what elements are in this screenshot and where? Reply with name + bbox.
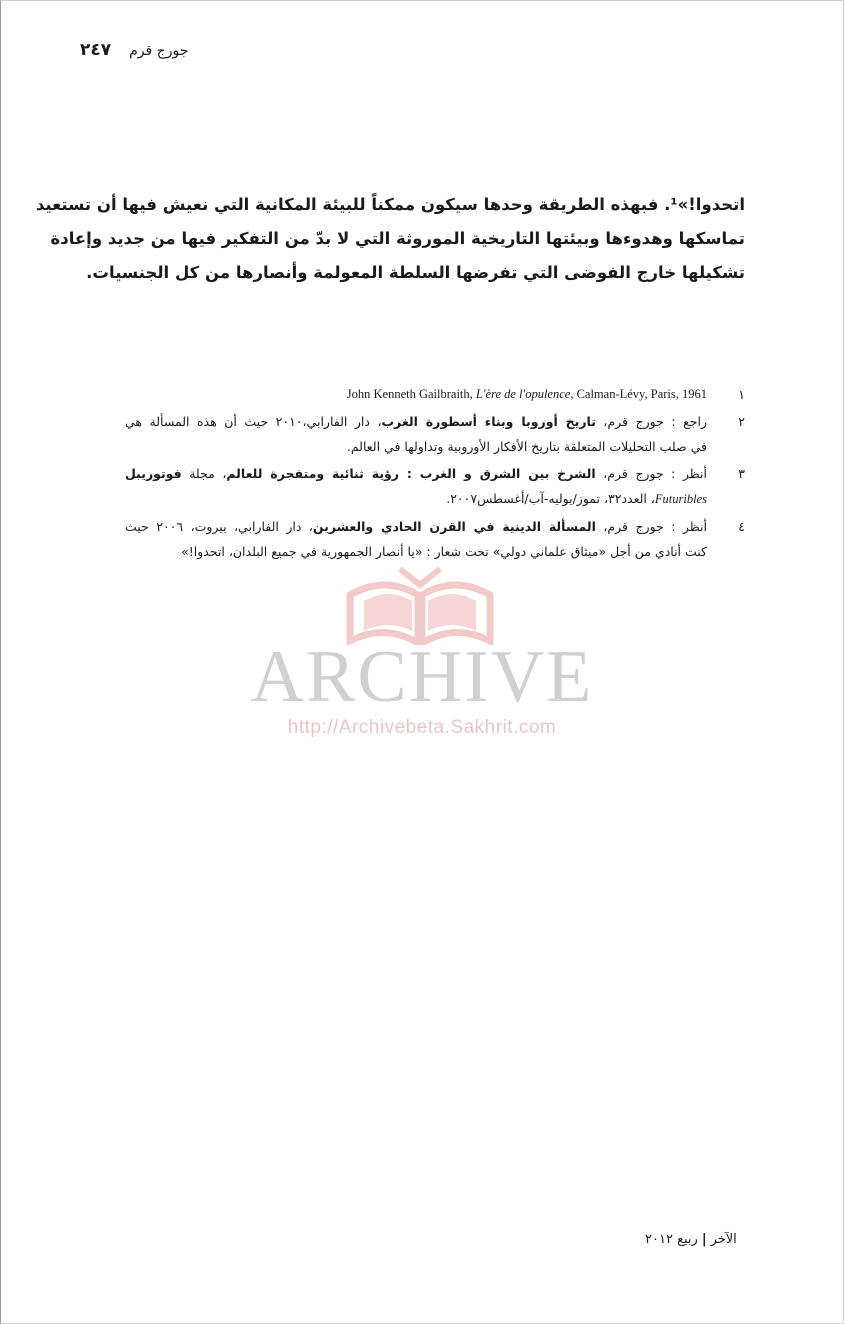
footnote-book-title: الشرخ بين الشرق و الغرب : رؤية ثنائية ومتفجرة للعالم	[226, 466, 596, 481]
footnote-journal-name: فوتوريبل	[125, 466, 182, 481]
footnote-book-title: L'ère de l'opulence	[475, 387, 571, 401]
footnote-author: John Kenneth Gailbraith,	[346, 387, 473, 401]
footnote-publisher: , Calman-Lévy, Paris, 1961	[570, 387, 707, 401]
page-number: ٢٤٧	[80, 40, 112, 60]
footnote-text: ، العدد٣٢، تموز/يوليه-آب/أغسطس٢٠٠٧.	[446, 491, 655, 506]
footnote-text: راجع : جورج قرم،	[595, 414, 707, 429]
footnote-text: ، دار الفارابي،٢٠١٠ حيث أن هذه المسألة هي	[125, 414, 382, 429]
body-line: اتحدوا!»¹. فبهذه الطريقة وحدها سيكون ممكناً للبيئة المكانية التي نعيش فيها أن تستعيد	[35, 195, 745, 214]
footnote-number: ٢	[738, 414, 745, 429]
footnotes	[125, 382, 745, 566]
footnote-line	[125, 461, 707, 486]
watermark-text: ARCHIVE	[250, 636, 594, 718]
footnote-line	[125, 514, 707, 539]
body-line: تشكيلها خارج الفوضى التي تفرضها السلطة المعولمة وأنصارها من كل الجنسيات.	[86, 263, 745, 282]
footnote-4	[125, 514, 745, 564]
footnote-3	[125, 461, 745, 512]
footnote-line	[125, 382, 707, 407]
footnote-book-title: المسألة الدينية في القرن الحادي والعشرين	[312, 519, 596, 534]
footnote-1	[125, 382, 745, 407]
footnote-text: ، مجلة	[181, 466, 227, 481]
footnote-2	[125, 409, 745, 459]
footnote-line	[125, 486, 707, 512]
issue-date: ربيع ٢٠١٢	[645, 1232, 698, 1247]
footnote-line: في صلب التحليلات المتعلقة بتاريخ الأفكار الأوروبية وتداولها في العالم.	[346, 439, 707, 454]
footer-separator: |	[701, 1232, 707, 1247]
footnote-number: ٣	[738, 466, 745, 481]
footnote-line: كنت أنادي من أجل «ميثاق علماني دولي» تحت شعار : «يا أنصار الجمهورية في جميع البلدان، اتحدوا!»	[181, 544, 707, 559]
journal-name: الآخر	[710, 1232, 737, 1247]
footnote-text: أنظر : جورج قرم،	[595, 519, 708, 534]
body-line: تماسكها وهدوءها وبيئتها التاريخية الموروثة التي لا بدّ من التفكير فيها من جديد وإعادة	[50, 229, 745, 248]
footnote-text: ، دار الفارابي، بيروت، ٢٠٠٦ حيث	[125, 519, 313, 534]
footnote-number: ١	[738, 387, 745, 402]
page-header	[80, 40, 188, 60]
archive-watermark	[250, 565, 600, 755]
footnote-book-title: تاريخ أوروبا وبناء أسطورة الغرب	[381, 414, 596, 429]
open-book-icon	[330, 565, 510, 645]
running-title: جورج قرم	[129, 43, 189, 59]
page-footer	[645, 1232, 737, 1247]
footnote-number: ٤	[738, 519, 745, 534]
watermark-url: http://Archivebeta.Sakhrit.com	[287, 717, 557, 738]
footnote-line	[125, 409, 707, 434]
body-paragraph	[35, 188, 745, 290]
footnote-text: أنظر : جورج قرم،	[595, 466, 707, 481]
footnote-latin-name: Futuribles	[654, 492, 707, 506]
